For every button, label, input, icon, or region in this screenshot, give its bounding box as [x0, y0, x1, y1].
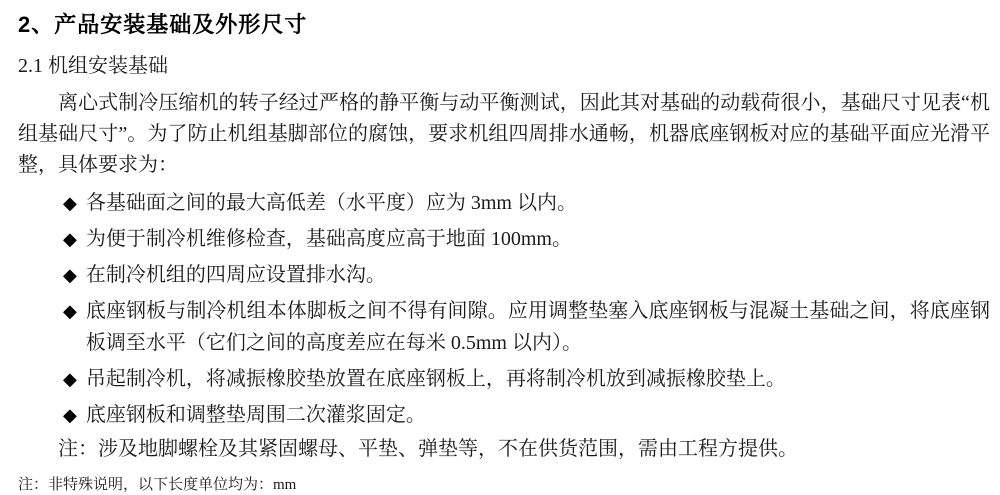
list-item-text: 各基础面之间的最大高低差（水平度）应为 3mm 以内。: [85, 192, 577, 214]
list-item: [63, 259, 990, 291]
intro-paragraph: 离心式制冷压缩机的转子经过严格的静平衡与动平衡测试，因此其对基础的动载荷很小，基础尺寸见表“机组基础尺寸”。为了防止机组基脚部位的腐蚀，要求机组四周排水通畅，机器底座钢板对应的基础平面应光滑平整，具体要求为：: [18, 92, 990, 176]
diamond-bullet-icon: ◆: [63, 301, 77, 321]
list-item: [63, 363, 990, 395]
list-item: [63, 223, 990, 255]
diamond-bullet-icon: ◆: [63, 229, 77, 249]
list-item-text: 底座钢板和调整垫周围二次灌浆固定。: [85, 404, 426, 426]
footer-unit-note: 注：非特殊说明，以下长度单位均为：mm: [18, 477, 297, 493]
list-item: [63, 399, 990, 431]
list-item-text: 在制冷机组的四周应设置排水沟。: [85, 264, 386, 286]
section-title: 2、产品安装基础及外形尺寸: [18, 12, 308, 37]
list-item-text: 为便于制冷机维修检查，基础高度应高于地面 100mm。: [85, 228, 572, 250]
supply-note: 注：涉及地脚螺栓及其紧固螺母、平垫、弹垫等，不在供货范围，需由工程方提供。: [58, 438, 798, 460]
diamond-bullet-icon: ◆: [63, 193, 77, 213]
diamond-bullet-icon: ◆: [63, 265, 77, 285]
list-item: [63, 187, 990, 219]
requirements-list: [18, 187, 990, 431]
subsection-title: 2.1 机组安装基础: [18, 55, 168, 77]
list-item-text: 底座钢板与制冷机组本体脚板之间不得有间隙。应用调整垫塞入底座钢板与混凝土基础之间，将底座钢板调至水平（它们之间的高度差应在每米 0.5mm 以内）。: [85, 300, 990, 354]
diamond-bullet-icon: ◆: [63, 405, 77, 425]
list-item: [63, 295, 990, 359]
diamond-bullet-icon: ◆: [63, 369, 77, 389]
list-item-text: 吊起制冷机，将减振橡胶垫放置在底座钢板上，再将制冷机放到减振橡胶垫上。: [85, 368, 786, 390]
